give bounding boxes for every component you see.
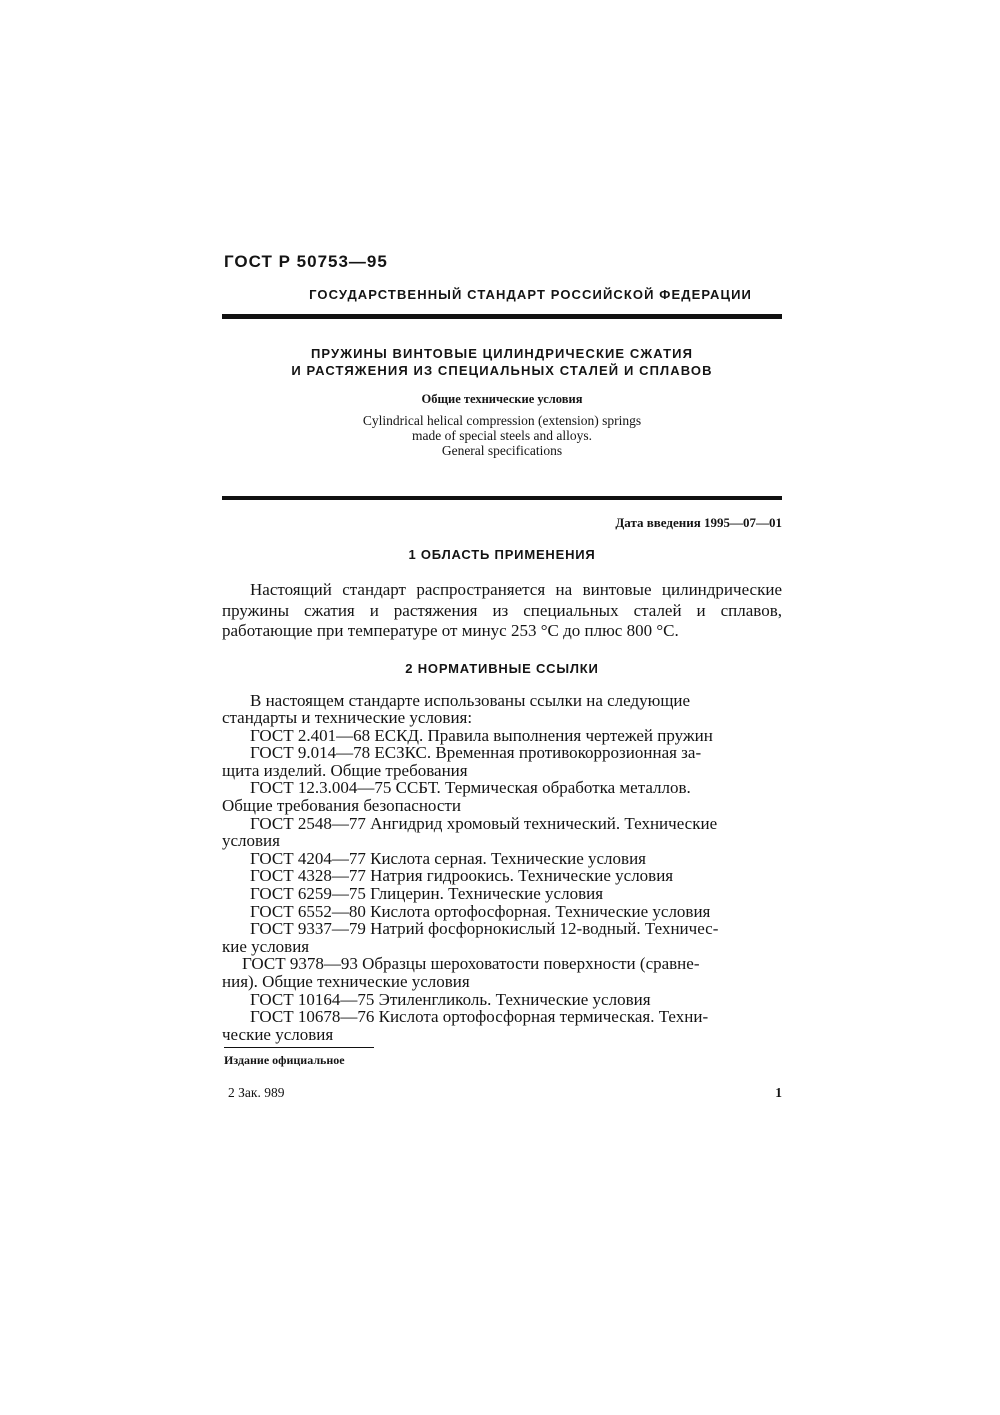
reference-line: В настоящем стандарте использованы ссылки на следующие — [250, 690, 691, 710]
gost-number: ГОСТ Р 50753—95 — [224, 252, 388, 271]
reference-line: стандарты и технические условия: — [222, 708, 473, 728]
title-en-line2: made of special steels and alloys. — [412, 428, 592, 443]
effective-date: Дата введения 1995—07—01 — [615, 515, 782, 530]
reference-line: ГОСТ 2.401—68 ЕСКД. Правила выполнения чертежей пружин — [250, 725, 713, 745]
page-footer — [222, 1084, 782, 1102]
reference-line: ГОСТ 10678—76 Кислота ортофосфорная термическая. Техни- — [250, 1007, 709, 1027]
reference-line: щита изделий. Общие требования — [222, 760, 468, 780]
state-standard-heading: ГОСУДАРСТВЕННЫЙ СТАНДАРТ РОССИЙСКОЙ ФЕДЕРАЦИИ — [309, 287, 752, 302]
reference-line: ГОСТ 9337—79 Натрий фосфорнокислый 12-водный. Техничес- — [250, 919, 719, 939]
reference-line: ГОСТ 6259—75 Глицерин. Технические условия — [250, 884, 604, 904]
page-number: 1 — [775, 1085, 782, 1101]
section-1-title: 1 ОБЛАСТЬ ПРИМЕНЕНИЯ — [408, 547, 596, 562]
title-block — [222, 345, 782, 458]
reference-line: ГОСТ 2548—77 Ангидрид хромовый технический. Технические — [250, 813, 718, 833]
reference-line: ГОСТ 9.014—78 ЕСЗКС. Временная противокоррозионная за- — [250, 743, 702, 763]
title-en-line3: General specifications — [441, 443, 563, 458]
reference-line: ГОСТ 10164—75 Этиленгликоль. Технические условия — [250, 989, 651, 1009]
reference-line: ческие условия — [222, 1024, 334, 1044]
subtitle-ru: Общие технические условия — [421, 392, 583, 406]
references-list — [222, 692, 782, 1044]
footnote-divider — [224, 1047, 374, 1048]
section-1-text: Настоящий стандарт распространяется на винтовые цилиндрические пружины сжатия и растяжения из специальных сталей и сплавов, работающие при температуре от минус 253 °С до плюс 800 °С. — [222, 580, 782, 640]
title-en-line1: Cylindrical helical compression (extension) springs — [362, 413, 642, 428]
order-number: 2 Зак. 989 — [228, 1085, 285, 1101]
reference-line: ГОСТ 4204—77 Кислота серная. Технические условия — [250, 848, 646, 868]
edition-note: Издание официальное — [224, 1053, 345, 1068]
reference-line: Общие требования безопасности — [222, 796, 461, 816]
reference-line: ГОСТ 9378—93 Образцы шероховатости поверхности (сравне- — [242, 954, 700, 974]
reference-line: ния). Общие технические условия — [222, 972, 470, 991]
title-ru-line2: И РАСТЯЖЕНИЯ ИЗ СПЕЦИАЛЬНЫХ СТАЛЕЙ И СПЛАВОВ — [291, 363, 713, 378]
title-ru-line1: ПРУЖИНЫ ВИНТОВЫЕ ЦИЛИНДРИЧЕСКИЕ СЖАТИЯ — [310, 346, 694, 361]
reference-line: ГОСТ 6552—80 Кислота ортофосфорная. Технические условия — [250, 901, 711, 921]
reference-line: ГОСТ 4328—77 Натрия гидроокись. Технические условия — [250, 866, 674, 886]
top-divider — [222, 314, 782, 319]
reference-line: ГОСТ 12.3.004—75 ССБТ. Термическая обработка металлов. — [250, 778, 691, 798]
title-divider — [222, 496, 782, 500]
document-page — [222, 250, 782, 1102]
reference-line: кие условия — [222, 936, 310, 956]
section-2-title: 2 НОРМАТИВНЫЕ ССЫЛКИ — [405, 660, 599, 676]
reference-line: условия — [222, 831, 280, 851]
